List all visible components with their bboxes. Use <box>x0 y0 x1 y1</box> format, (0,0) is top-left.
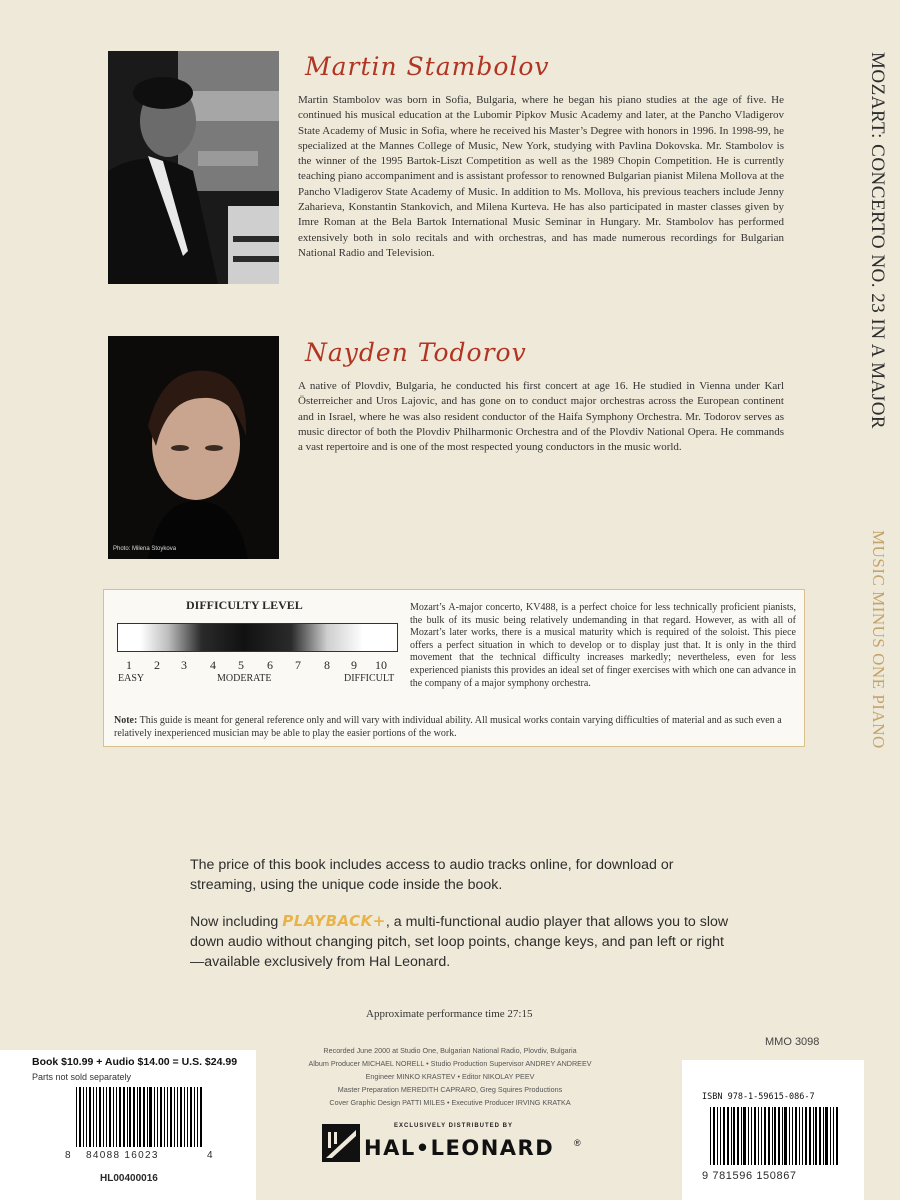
barcode-bar <box>184 1087 185 1147</box>
barcode-bar <box>789 1107 790 1165</box>
barcode-bar <box>805 1107 807 1165</box>
credit-line: Recorded June 2000 at Studio One, Bulgarian National Radio, Plovdiv, Bulgaria <box>323 1046 577 1055</box>
barcode-bar <box>741 1107 742 1165</box>
difficulty-moderate-label: MODERATE <box>217 673 272 684</box>
upc-left-digit: 8 <box>65 1150 71 1161</box>
isbn-barcode-box <box>682 1060 864 1200</box>
barcode-bar <box>106 1087 107 1147</box>
stambolov-name: Martin Stambolov <box>305 52 550 81</box>
difficulty-note <box>114 715 799 740</box>
barcode-bar <box>147 1087 148 1147</box>
difficulty-number: 5 <box>238 658 244 672</box>
barcode-bar <box>116 1087 117 1147</box>
difficulty-number: 9 <box>351 658 357 672</box>
barcode-bar <box>143 1087 144 1147</box>
barcode-bar <box>79 1087 81 1147</box>
stambolov-portrait-image <box>108 51 279 284</box>
spine-title: MOZART: CONCERTO NO. 23 IN A MAJOR <box>867 52 888 430</box>
barcode-bar <box>768 1107 769 1165</box>
price-label: Book $10.99 + Audio $14.00 = U.S. $24.99 <box>32 1056 238 1068</box>
barcode-bar <box>177 1087 178 1147</box>
audio-access-text: The price of this book includes access to audio tracks online, for download or streaming, using the unique code inside the book. <box>190 857 674 893</box>
playback-text <box>190 911 735 972</box>
difficulty-number: 2 <box>154 658 160 672</box>
production-credits <box>260 1044 640 1109</box>
barcode-bar <box>731 1107 732 1165</box>
now-including-text: Now including <box>190 914 283 930</box>
barcode-bar <box>784 1107 786 1165</box>
photo-credit: Photo: Milena Stoykova <box>113 546 177 552</box>
barcode-bar <box>737 1107 738 1165</box>
isbn-barcode <box>710 1107 840 1165</box>
barcode-bar <box>782 1107 783 1165</box>
barcode-bar <box>123 1087 124 1147</box>
barcode-bar <box>792 1107 793 1165</box>
playback-plus-logo: PLAYBACK+ <box>282 912 386 930</box>
hal-leonard-mark-icon <box>322 1124 360 1162</box>
difficulty-number: 3 <box>181 658 187 672</box>
barcode-bar <box>830 1107 831 1165</box>
isbn-label: ISBN 978-1-59615-086-7 <box>702 1092 815 1102</box>
difficulty-number: 7 <box>295 658 301 672</box>
barcode-bar <box>197 1087 198 1147</box>
difficulty-number: 6 <box>267 658 273 672</box>
barcode-bar <box>836 1107 838 1165</box>
barcode-bar <box>160 1087 162 1147</box>
barcode-bar <box>164 1087 165 1147</box>
distributed-by-text: EXCLUSIVELY DISTRIBUTED BY <box>394 1123 514 1129</box>
barcode-bar <box>727 1107 728 1165</box>
barcode-bar <box>113 1087 114 1147</box>
spine-series: MUSIC MINUS ONE PIANO <box>869 530 888 749</box>
stambolov-photo <box>108 51 279 284</box>
todorov-bio: A native of Plovdiv, Bulgaria, he conducted his first concert at age 16. He studied in Vienna under Karl Österreicher and Uros Lajovic, and has gone on to conduct major orchestras across the European continent and in Israel, where he was also resident conductor of the Haifa Symphony Orchestra. Mr. Todorov serves as music director of both the Plovdiv Philharmonic Orchestra and of the Plovdiv National Opera. He commands a vast repertoire and is one of the most respected young conductors in the music world. <box>298 380 784 454</box>
barcode-bar <box>139 1087 141 1147</box>
barcode-bar <box>187 1087 188 1147</box>
upc-right-digit: 4 <box>207 1150 213 1161</box>
barcode-bar <box>743 1107 745 1165</box>
catalog-number: MMO 3098 <box>765 1036 820 1048</box>
barcode-bar <box>133 1087 134 1147</box>
barcode-bar <box>778 1107 779 1165</box>
upc-barcode <box>76 1087 204 1147</box>
note-label: Note: <box>114 715 138 726</box>
difficulty-difficult-label: DIFFICULT <box>344 673 395 684</box>
barcode-bar <box>180 1087 182 1147</box>
barcode-bar <box>194 1087 195 1147</box>
barcode-bar <box>103 1087 104 1147</box>
barcode-bar <box>772 1107 773 1165</box>
price-barcode-box <box>0 1050 256 1200</box>
barcode-bar <box>761 1107 762 1165</box>
barcode-bar <box>96 1087 97 1147</box>
barcode-bar <box>200 1087 202 1147</box>
isbn-digits: 9 781596 150867 <box>702 1170 797 1182</box>
barcode-bar <box>710 1107 711 1165</box>
credit-line: Engineer MINKO KRASTEV • Editor NIKOLAY PEEV <box>365 1072 535 1081</box>
difficulty-number: 1 <box>126 658 132 672</box>
barcode-bar <box>774 1107 776 1165</box>
barcode-bar <box>720 1107 721 1165</box>
barcode-bar <box>723 1107 725 1165</box>
barcode-bar <box>127 1087 128 1147</box>
barcode-bar <box>833 1107 834 1165</box>
barcode-bar <box>99 1087 101 1147</box>
barcode-bar <box>815 1107 817 1165</box>
parts-note: Parts not sold separately <box>32 1072 132 1082</box>
barcode-bar <box>764 1107 766 1165</box>
todorov-photo <box>108 336 279 559</box>
barcode-bar <box>167 1087 168 1147</box>
barcode-bar <box>748 1107 749 1165</box>
barcode-bar <box>823 1107 824 1165</box>
stambolov-bio: Martin Stambolov was born in Sofia, Bulgaria, where he began his piano studies at the age of five. He continued his musical education at the Lubomir Pipkov Music Academy and later, at the Pancho Vladigerov State Academy of Music in Sofia, where he received his Master’s Degree with honors in 1996. In 1998-99, he specialized at the Mannes College of Music, New York, studying with Pavlina Dokovska. Mr. Stambolov is the winner of the 1995 Bartok-Liszt Competition as well as the 1989 Chopin Competition. He is currently teaching piano accompaniment and is assistant professor to renowned Bulgarian pianist Milena Mollova at the Pancho Vladigerov State Academy of Music. In addition to Ms. Mollova, his previous teachers include Jenny Zaharieva, Konstantin Stankovich, and Milena Kurteva. He has also participated in master classes given by Imre Roman at the Bela Bartok International Music Seminar in Hungary. Mr. Stambolov has performed extensively both in solo recitals and with orchestras, and has made numerous recordings for Bulgarian National Radio and Television. <box>298 94 784 259</box>
todorov-name: Nayden Todorov <box>305 338 527 367</box>
barcode-bar <box>93 1087 94 1147</box>
barcode-bar <box>137 1087 138 1147</box>
barcode-bar <box>754 1107 756 1165</box>
barcode-bar <box>76 1087 77 1147</box>
barcode-bar <box>119 1087 121 1147</box>
barcode-bar <box>733 1107 735 1165</box>
barcode-bar <box>802 1107 803 1165</box>
barcode-bar <box>825 1107 827 1165</box>
barcode-bar <box>89 1087 91 1147</box>
playback-description: , a multi-functional audio player that allows you to slow down audio without changing pitch, set loop points, change keys, and pan left or right—available exclusively from Hal Leonard. <box>190 914 729 970</box>
hl-number: HL00400016 <box>100 1173 158 1184</box>
credit-line: Cover Graphic Design PATTI MILES • Executive Producer IRVING KRATKA <box>329 1098 571 1107</box>
barcode-bar <box>190 1087 192 1147</box>
barcode-bar <box>795 1107 797 1165</box>
registered-mark: ® <box>574 1138 581 1148</box>
difficulty-description: Mozart’s A-major concerto, KV488, is a perfect choice for less technically proficient pianists, the bulk of its music being relatively undemanding in that regard. However, as with all of Mozart’s later works, there is a musical maturity which is required of the soloist. This piece offers a perfect situation in which to develop or to display just that. It is only in the third movement that the technical difficulty increases markedly; nevertheless, even for less experienced pianists this provides an ideal set of finger exercises with which one can advance in the company of a major symphony orchestra. <box>410 602 796 689</box>
difficulty-number: 10 <box>375 658 387 672</box>
difficulty-title: DIFFICULTY LEVEL <box>186 598 303 612</box>
upc-digits: 84088 16023 <box>86 1150 159 1161</box>
barcode-bar <box>751 1107 752 1165</box>
barcode-bar <box>713 1107 715 1165</box>
barcode-bar <box>809 1107 810 1165</box>
barcode-bar <box>129 1087 131 1147</box>
difficulty-box <box>103 589 805 747</box>
publisher-name: HAL•LEONARD <box>364 1136 555 1160</box>
difficulty-number: 8 <box>324 658 330 672</box>
barcode-bar <box>717 1107 718 1165</box>
barcode-bar <box>819 1107 820 1165</box>
difficulty-scale-bar <box>117 623 398 652</box>
barcode-bar <box>154 1087 155 1147</box>
barcode-bar <box>86 1087 87 1147</box>
credit-line: Master Preparation MEREDITH CAPRARO, Greg Squires Productions <box>337 1085 563 1094</box>
difficulty-number: 4 <box>210 658 216 672</box>
publisher-logo <box>322 1120 592 1170</box>
barcode-bar <box>157 1087 158 1147</box>
todorov-portrait-image <box>108 336 279 559</box>
credit-line: Album Producer MICHAEL NORELL • Studio Production Supervisor ANDREY ANDREEV <box>308 1059 592 1068</box>
barcode-bar <box>170 1087 172 1147</box>
barcode-bar <box>83 1087 84 1147</box>
note-text: This guide is meant for general reference only and will vary with individual ability. All musical works contain varying difficulties of material and as such even a relatively inexperienced musician may be able to play the easier portions of the work. <box>114 715 782 739</box>
difficulty-easy-label: EASY <box>118 673 145 684</box>
barcode-bar <box>174 1087 175 1147</box>
performance-time: Approximate performance time 27:15 <box>366 1008 533 1020</box>
barcode-bar <box>813 1107 814 1165</box>
barcode-bar <box>149 1087 151 1147</box>
barcode-bar <box>799 1107 800 1165</box>
barcode-bar <box>109 1087 111 1147</box>
barcode-bar <box>758 1107 759 1165</box>
